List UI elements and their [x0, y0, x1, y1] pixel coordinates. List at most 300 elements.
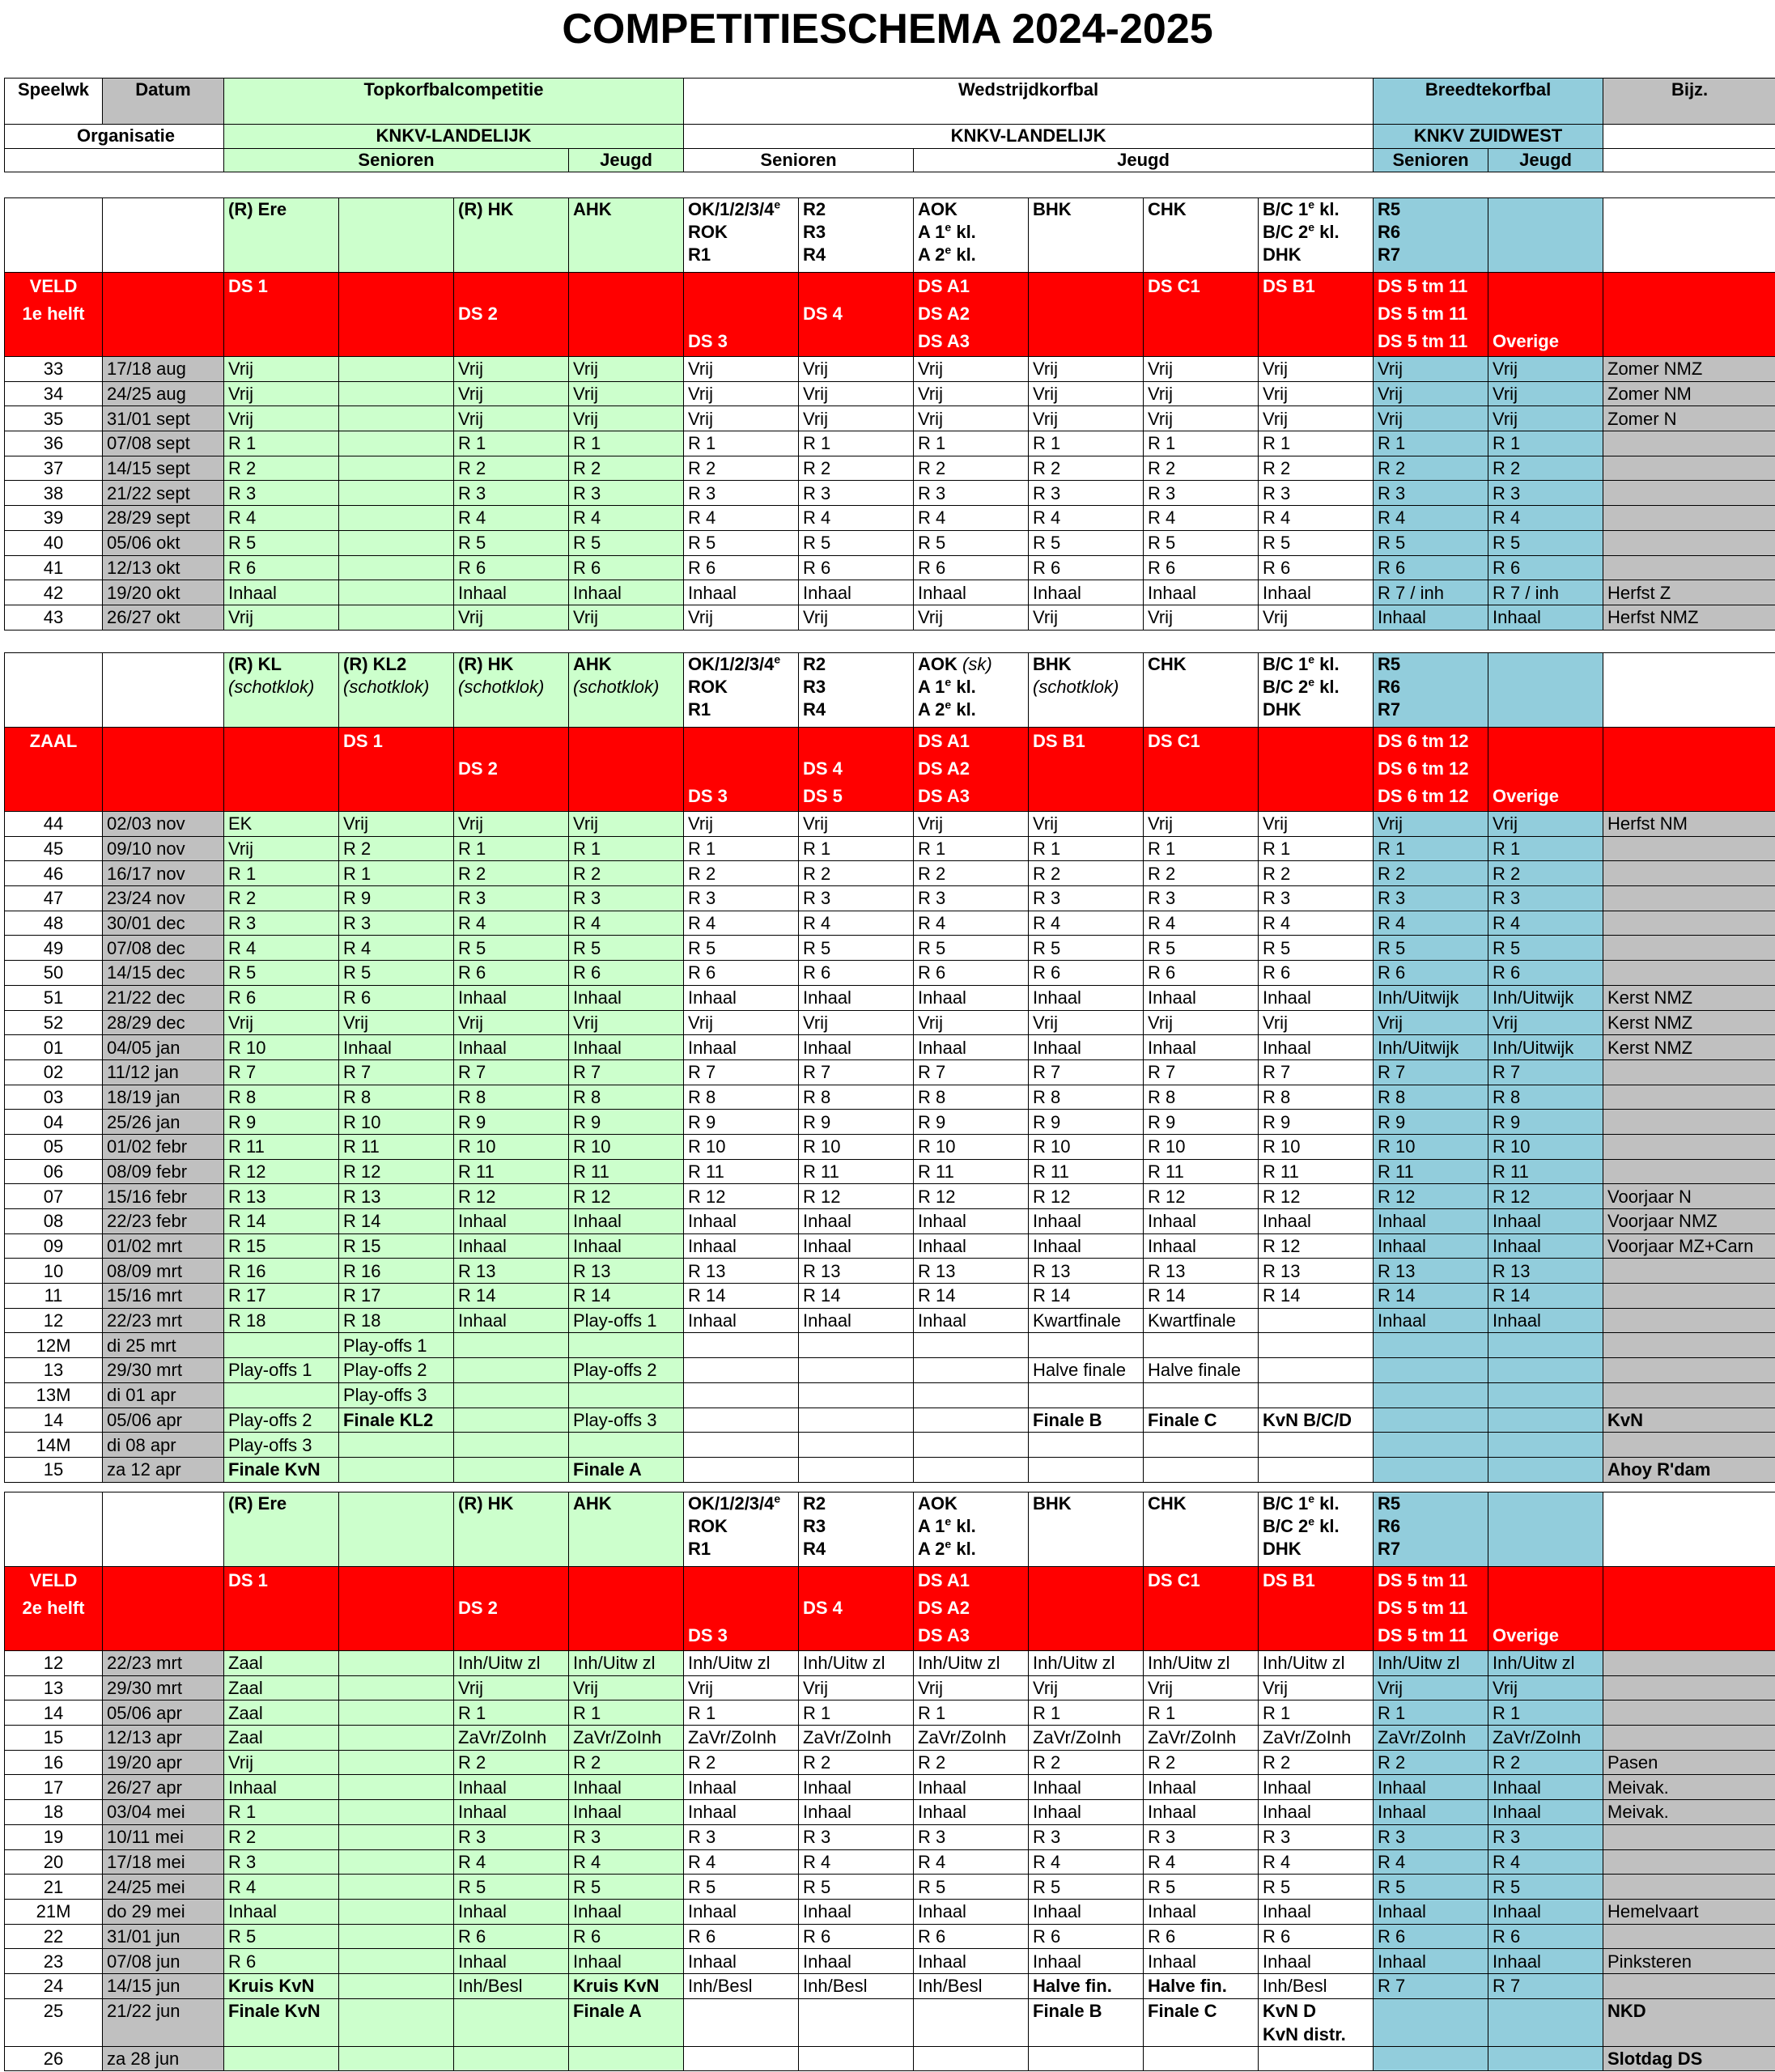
schedule-cell: R 6 [569, 961, 684, 986]
schedule-cell [1374, 1457, 1488, 1482]
date-cell: 11/12 jan [103, 1059, 224, 1085]
schedule-cell: Inhaal [799, 1800, 914, 1825]
schedule-cell: Finale C [1144, 1408, 1259, 1433]
ds-cell: DS B1 [1029, 728, 1144, 812]
date-cell: 14/15 sept [103, 456, 224, 481]
schedule-cell: R 8 [1374, 1085, 1488, 1110]
schedule-cell: Vrij [569, 812, 684, 837]
schedule-cell: R 4 [1488, 911, 1603, 936]
schedule-cell: Halve fin. [1144, 1973, 1259, 1998]
table-row [5, 1824, 1775, 1849]
schedule-cell: R 1 [1488, 1700, 1603, 1726]
date-cell: 19/20 okt [103, 580, 224, 605]
schedule-cell: R 6 [684, 555, 799, 580]
schedule-cell: R 3 [1144, 481, 1259, 506]
ds-row [5, 1567, 1775, 1651]
category-cell [1603, 653, 1775, 728]
schedule-cell: Inhaal [569, 1233, 684, 1259]
schedule-cell: Play-offs 2 [224, 1408, 339, 1433]
schedule-cell: Inhaal [1144, 1233, 1259, 1259]
schedule-cell: R 4 [1259, 1849, 1374, 1875]
schedule-cell: R 3 [1259, 886, 1374, 911]
schedule-cell: R 10 [1488, 1134, 1603, 1159]
table-row [5, 1849, 1775, 1875]
schedule-cell [914, 1408, 1029, 1433]
schedule-cell: R 8 [339, 1085, 454, 1110]
schedule-cell: Inhaal [569, 1775, 684, 1800]
schedule-cell: Vrij [1029, 605, 1144, 630]
schedule-cell: R 1 [684, 431, 799, 456]
schedule-cell: R 2 [569, 1750, 684, 1775]
schedule-cell [1374, 1433, 1488, 1458]
schedule-cell: R 8 [1144, 1085, 1259, 1110]
schedule-cell [339, 1675, 454, 1700]
schedule-cell: R 1 [1259, 836, 1374, 861]
date-cell: 05/06 okt [103, 530, 224, 555]
schedule-cell: R 3 [799, 481, 914, 506]
schedule-cell: R 15 [224, 1233, 339, 1259]
schedule-cell [569, 1333, 684, 1358]
week-cell: 47 [5, 886, 103, 911]
schedule-cell [1488, 1382, 1603, 1408]
table-row [5, 1875, 1775, 1900]
schedule-cell [799, 1998, 914, 2046]
category-cell: AOK (sk) A 1e kl. A 2e kl. [914, 653, 1029, 728]
table-row [5, 1184, 1775, 1209]
ds-cell: DS 1 [339, 728, 454, 812]
category-cell: R2 R3 R4 [799, 653, 914, 728]
schedule-cell: R 6 [1374, 555, 1488, 580]
schedule-cell: R 3 [914, 1824, 1029, 1849]
schedule-cell: R 10 [454, 1134, 569, 1159]
schedule-cell: Inhaal [1144, 1899, 1259, 1924]
schedule-cell: Vrij [684, 1675, 799, 1700]
category-cell: CHK [1144, 1492, 1259, 1567]
week-cell: 38 [5, 481, 103, 506]
schedule-cell [1374, 1382, 1488, 1408]
category-cell: (R) HK [454, 1492, 569, 1567]
week-cell: 39 [5, 506, 103, 531]
schedule-cell: Inhaal [454, 1899, 569, 1924]
table-row [5, 1382, 1775, 1408]
date-cell: 28/29 dec [103, 1010, 224, 1035]
schedule-cell: Inh/Uitwijk [1374, 1035, 1488, 1060]
schedule-cell: R 1 [1144, 1700, 1259, 1726]
schedule-cell: R 1 [684, 1700, 799, 1726]
schedule-cell: Vrij [914, 381, 1029, 406]
schedule-cell: Kwartfinale [1029, 1308, 1144, 1333]
ds-cell [1603, 273, 1775, 357]
schedule-cell: Vrij [224, 836, 339, 861]
schedule-cell: Inhaal [914, 1800, 1029, 1825]
date-cell: 15/16 febr [103, 1184, 224, 1209]
schedule-cell: ZaVr/ZoInh [1259, 1726, 1374, 1751]
schedule-cell: Inhaal [914, 1775, 1029, 1800]
schedule-cell: R 12 [914, 1184, 1029, 1209]
schedule-cell [1603, 431, 1775, 456]
ds-cell: Overige [1488, 728, 1603, 812]
schedule-cell: R 9 [914, 1110, 1029, 1135]
date-cell: 30/01 dec [103, 911, 224, 936]
schedule-cell: Vrij [1259, 1010, 1374, 1035]
schedule-cell: R 6 [1029, 555, 1144, 580]
schedule-cell: R 8 [454, 1085, 569, 1110]
schedule-cell: Play-offs 3 [339, 1382, 454, 1408]
schedule-cell [1488, 1457, 1603, 1482]
schedule-cell: R 1 [799, 836, 914, 861]
category-cell: R5 R6 R7 [1374, 198, 1488, 273]
schedule-cell [1259, 1382, 1374, 1408]
schedule-cell [339, 1824, 454, 1849]
date-cell: 12/13 apr [103, 1726, 224, 1751]
schedule-cell: R 1 [1374, 1700, 1488, 1726]
schedule-cell [799, 1408, 914, 1433]
week-cell: 14 [5, 1408, 103, 1433]
schedule-cell [1603, 1924, 1775, 1949]
schedule-cell: R 1 [454, 1700, 569, 1726]
table-row [5, 836, 1775, 861]
week-cell: 15 [5, 1457, 103, 1482]
schedule-cell: Inhaal [684, 1899, 799, 1924]
schedule-cell: R 4 [684, 911, 799, 936]
date-cell: 14/15 dec [103, 961, 224, 986]
schedule-cell: Meivak. [1603, 1800, 1775, 1825]
schedule-cell: ZaVr/ZoInh [569, 1726, 684, 1751]
schedule-cell [914, 2046, 1029, 2071]
schedule-cell: R 10 [914, 1134, 1029, 1159]
header-org-bijz [1603, 125, 1775, 149]
schedule-cell: Finale KL2 [339, 1408, 454, 1433]
schedule-cell: Inhaal [914, 985, 1029, 1010]
date-cell: 22/23 mrt [103, 1651, 224, 1676]
schedule-cell [1603, 1675, 1775, 1700]
schedule-cell: Inhaal [1029, 580, 1144, 605]
ds-cell: DS 4 [799, 1567, 914, 1651]
header-datum: Datum [103, 79, 224, 125]
schedule-cell: Finale A [569, 1457, 684, 1482]
schedule-cell [1374, 2046, 1488, 2071]
schedule-cell: Vrij [1029, 381, 1144, 406]
schedule-cell: Inhaal [569, 1949, 684, 1974]
schedule-cell [914, 1433, 1029, 1458]
schedule-cell: Vrij [1374, 1675, 1488, 1700]
schedule-cell: Inhaal [799, 1035, 914, 1060]
schedule-cell: R 1 [1374, 431, 1488, 456]
schedule-cell: R 7 / inh [1488, 580, 1603, 605]
table-row [5, 1408, 1775, 1433]
schedule-cell: Inhaal [1144, 1800, 1259, 1825]
schedule-cell [1029, 2046, 1144, 2071]
schedule-cell: R 2 [1488, 1750, 1603, 1775]
schedule-cell: R 12 [454, 1184, 569, 1209]
schedule-cell: Inhaal [684, 580, 799, 605]
schedule-cell: Inhaal [914, 1899, 1029, 1924]
schedule-cell: Vrij [1488, 357, 1603, 382]
schedule-cell: R 3 [1374, 481, 1488, 506]
section-label: ZAAL [5, 728, 103, 812]
date-cell: 29/30 mrt [103, 1675, 224, 1700]
schedule-cell: ZaVr/ZoInh [454, 1726, 569, 1751]
schedule-cell: R 11 [914, 1159, 1029, 1184]
schedule-cell: R 6 [799, 961, 914, 986]
schedule-cell: R 4 [224, 1875, 339, 1900]
schedule-cell: Inhaal [684, 1233, 799, 1259]
schedule-cell [1603, 481, 1775, 506]
week-cell: 13M [5, 1382, 103, 1408]
category-cell [103, 198, 224, 273]
schedule-cell: R 3 [454, 886, 569, 911]
schedule-cell: R 2 [1488, 861, 1603, 886]
schedule-cell: Inh/Besl [799, 1973, 914, 1998]
ds-cell: DS 2 [454, 273, 569, 357]
schedule-cell [339, 506, 454, 531]
schedule-cell: Inhaal [799, 1899, 914, 1924]
schedule-cell: R 4 [224, 506, 339, 531]
schedule-cell: R 1 [1144, 836, 1259, 861]
schedule-cell [1259, 1333, 1374, 1358]
week-cell: 36 [5, 431, 103, 456]
week-cell: 33 [5, 357, 103, 382]
schedule-cell: Inhaal [454, 1949, 569, 1974]
schedule-cell: Inhaal [1374, 1899, 1488, 1924]
schedule-cell: Vrij [1374, 357, 1488, 382]
category-cell: (R) Ere [224, 1492, 339, 1567]
schedule-cell: KvN B/C/D [1259, 1408, 1374, 1433]
schedule-cell: R 1 [569, 836, 684, 861]
schedule-cell: R 10 [569, 1134, 684, 1159]
schedule-cell: Inh/Uitwijk [1488, 1035, 1603, 1060]
schedule-cell: R 11 [799, 1159, 914, 1184]
category-cell: BHK (schotklok) [1029, 653, 1144, 728]
date-cell: 22/23 mrt [103, 1308, 224, 1333]
header-breed-jeugd: Jeugd [1488, 149, 1603, 172]
schedule-cell: R 3 [569, 1824, 684, 1849]
schedule-cell: R 1 [1259, 431, 1374, 456]
date-cell: 05/06 apr [103, 1408, 224, 1433]
schedule-cell: Vrij [454, 406, 569, 431]
ds-cell: DS 6 tm 12 DS 6 tm 12 DS 6 tm 12 [1374, 728, 1488, 812]
header-breedtekorfbal: Breedtekorfbal [1374, 79, 1603, 125]
schedule-cell: Play-offs 1 [339, 1333, 454, 1358]
schedule-cell: R 2 [339, 836, 454, 861]
date-cell: 26/27 okt [103, 605, 224, 630]
category-cell: (R) Ere [224, 198, 339, 273]
schedule-cell: Vrij [454, 812, 569, 837]
date-cell: 18/19 jan [103, 1085, 224, 1110]
schedule-cell: Inhaal [799, 985, 914, 1010]
schedule-cell: Vrij [224, 1750, 339, 1775]
date-cell: za 12 apr [103, 1457, 224, 1482]
schedule-cell [799, 1333, 914, 1358]
ds-cell: DS B1 [1259, 273, 1374, 357]
schedule-cell: R 1 [1488, 836, 1603, 861]
table-row [5, 1800, 1775, 1825]
schedule-cell: R 12 [1029, 1184, 1144, 1209]
schedule-cell: Inhaal [799, 1308, 914, 1333]
schedule-cell [914, 1333, 1029, 1358]
header-topkorfbal: Topkorfbalcompetitie [224, 79, 684, 125]
schedule-cell: R 9 [684, 1110, 799, 1135]
date-cell: 14/15 jun [103, 1973, 224, 1998]
category-cell: B/C 1e kl. B/C 2e kl. DHK [1259, 653, 1374, 728]
schedule-cell: Inh/Uitw zl [914, 1651, 1029, 1676]
schedule-cell: Inhaal [1029, 1800, 1144, 1825]
ds-cell: DS B1 [1259, 1567, 1374, 1651]
schedule-cell: Kruis KvN [569, 1973, 684, 1998]
schedule-cell: Vrij [454, 605, 569, 630]
schedule-cell: R 2 [1029, 456, 1144, 481]
week-cell: 46 [5, 861, 103, 886]
schedule-cell: Vrij [224, 357, 339, 382]
schedule-cell: Voorjaar MZ+Carn [1603, 1233, 1775, 1259]
schedule-cell: R 13 [799, 1259, 914, 1284]
header-organisatie: Organisatie [5, 125, 224, 149]
schedule-cell: R 4 [1144, 506, 1259, 531]
schedule-cell: R 4 [1374, 911, 1488, 936]
date-cell: 17/18 aug [103, 357, 224, 382]
week-cell: 17 [5, 1775, 103, 1800]
schedule-cell: R 12 [224, 1159, 339, 1184]
schedule-cell: R 4 [1144, 911, 1259, 936]
schedule-cell: Inhaal [914, 1209, 1029, 1234]
week-cell: 13 [5, 1675, 103, 1700]
schedule-cell: R 13 [1029, 1259, 1144, 1284]
schedule-cell: Vrij [224, 381, 339, 406]
schedule-cell: Vrij [914, 1675, 1029, 1700]
schedule-cell: R 14 [339, 1209, 454, 1234]
schedule-cell: R 6 [684, 961, 799, 986]
week-cell: 34 [5, 381, 103, 406]
category-cell: R5 R6 R7 [1374, 1492, 1488, 1567]
schedule-cell: Play-offs 1 [224, 1358, 339, 1383]
schedule-cell [339, 530, 454, 555]
schedule-cell: R 3 [454, 1824, 569, 1849]
schedule-cell: R 9 [224, 1110, 339, 1135]
week-cell: 42 [5, 580, 103, 605]
ds-cell [103, 1567, 224, 1651]
schedule-cell: R 17 [339, 1284, 454, 1309]
week-cell: 49 [5, 936, 103, 961]
schedule-cell: Inh/Uitw zl [1259, 1651, 1374, 1676]
schedule-cell: R 14 [799, 1284, 914, 1309]
schedule-cell [339, 406, 454, 431]
schedule-cell: R 2 [569, 861, 684, 886]
week-cell: 11 [5, 1284, 103, 1309]
schedule-cell: R 5 [799, 530, 914, 555]
schedule-cell: R 7 [1374, 1059, 1488, 1085]
schedule-cell [1488, 2046, 1603, 2071]
schedule-cell: R 5 [1374, 1875, 1488, 1900]
schedule-cell [684, 1333, 799, 1358]
schedule-cell [799, 1358, 914, 1383]
week-cell: 04 [5, 1110, 103, 1135]
schedule-cell: R 4 [1029, 911, 1144, 936]
schedule-cell [1603, 1973, 1775, 1998]
schedule-cell: R 2 [914, 861, 1029, 886]
category-cell [5, 653, 103, 728]
week-cell: 10 [5, 1259, 103, 1284]
schedule-cell: Zaal [224, 1726, 339, 1751]
schedule-cell [1603, 1651, 1775, 1676]
week-cell: 26 [5, 2046, 103, 2071]
schedule-cell: Inhaal [684, 1035, 799, 1060]
schedule-cell [684, 1358, 799, 1383]
table-row [5, 1110, 1775, 1135]
ds-cell [569, 1567, 684, 1651]
schedule-cell: R 1 [914, 431, 1029, 456]
category-cell [103, 1492, 224, 1567]
schedule-cell: R 11 [1488, 1159, 1603, 1184]
schedule-cell: R 5 [1488, 530, 1603, 555]
date-cell: 02/03 nov [103, 812, 224, 837]
schedule-cell: Inhaal [1374, 1308, 1488, 1333]
schedule-cell: R 6 [1488, 961, 1603, 986]
schedule-cell: Vrij [1259, 812, 1374, 837]
ds-cell [569, 273, 684, 357]
schedule-cell: R 5 [1488, 1875, 1603, 1900]
schedule-cell: R 3 [224, 1849, 339, 1875]
date-cell: 25/26 jan [103, 1110, 224, 1135]
schedule-cell [339, 605, 454, 630]
ds-cell: Overige [1488, 1567, 1603, 1651]
ds-cell [569, 728, 684, 812]
schedule-cell: R 2 [1259, 456, 1374, 481]
schedule-cell [339, 1849, 454, 1875]
schedule-cell: R 7 [1488, 1973, 1603, 1998]
schedule-cell: Inhaal [454, 1775, 569, 1800]
schedule-cell: Voorjaar NMZ [1603, 1209, 1775, 1234]
schedule-cell: R 1 [224, 431, 339, 456]
week-cell: 01 [5, 1035, 103, 1060]
category-header-row [5, 198, 1775, 273]
table-row [5, 406, 1775, 431]
schedule-cell: R 13 [1488, 1259, 1603, 1284]
week-cell: 25 [5, 1998, 103, 2046]
schedule-cell: R 6 [1029, 1924, 1144, 1949]
schedule-cell: Inhaal [1259, 1949, 1374, 1974]
schedule-cell [339, 1875, 454, 1900]
schedule-cell: R 6 [569, 1924, 684, 1949]
schedule-cell: R 2 [799, 456, 914, 481]
schedule-cell: R 6 [1259, 555, 1374, 580]
schedule-cell: Kruis KvN [224, 1973, 339, 1998]
schedule-cell: R 1 [569, 431, 684, 456]
schedule-cell [1603, 530, 1775, 555]
date-cell: 10/11 mei [103, 1824, 224, 1849]
schedule-cell: EK [224, 812, 339, 837]
schedule-cell [1029, 1333, 1144, 1358]
schedule-cell [1374, 1408, 1488, 1433]
schedule-cell: R 9 [1144, 1110, 1259, 1135]
schedule-cell: Inh/Besl [684, 1973, 799, 1998]
schedule-cell: R 4 [224, 936, 339, 961]
schedule-cell: R 4 [914, 1849, 1029, 1875]
table-row [5, 1775, 1775, 1800]
schedule-cell: R 6 [1029, 961, 1144, 986]
schedule-cell: Inhaal [569, 1035, 684, 1060]
schedule-cell: Vrij [1374, 1010, 1488, 1035]
schedule-cell [1603, 1159, 1775, 1184]
schedule-cell: R 14 [1374, 1284, 1488, 1309]
schedule-cell: R 6 [454, 961, 569, 986]
date-cell: 16/17 nov [103, 861, 224, 886]
week-cell: 51 [5, 985, 103, 1010]
table-row [5, 1308, 1775, 1333]
category-cell: R5 R6 R7 [1374, 653, 1488, 728]
schedule-cell: ZaVr/ZoInh [914, 1726, 1029, 1751]
schedule-cell: R 12 [684, 1184, 799, 1209]
table-row [5, 1085, 1775, 1110]
